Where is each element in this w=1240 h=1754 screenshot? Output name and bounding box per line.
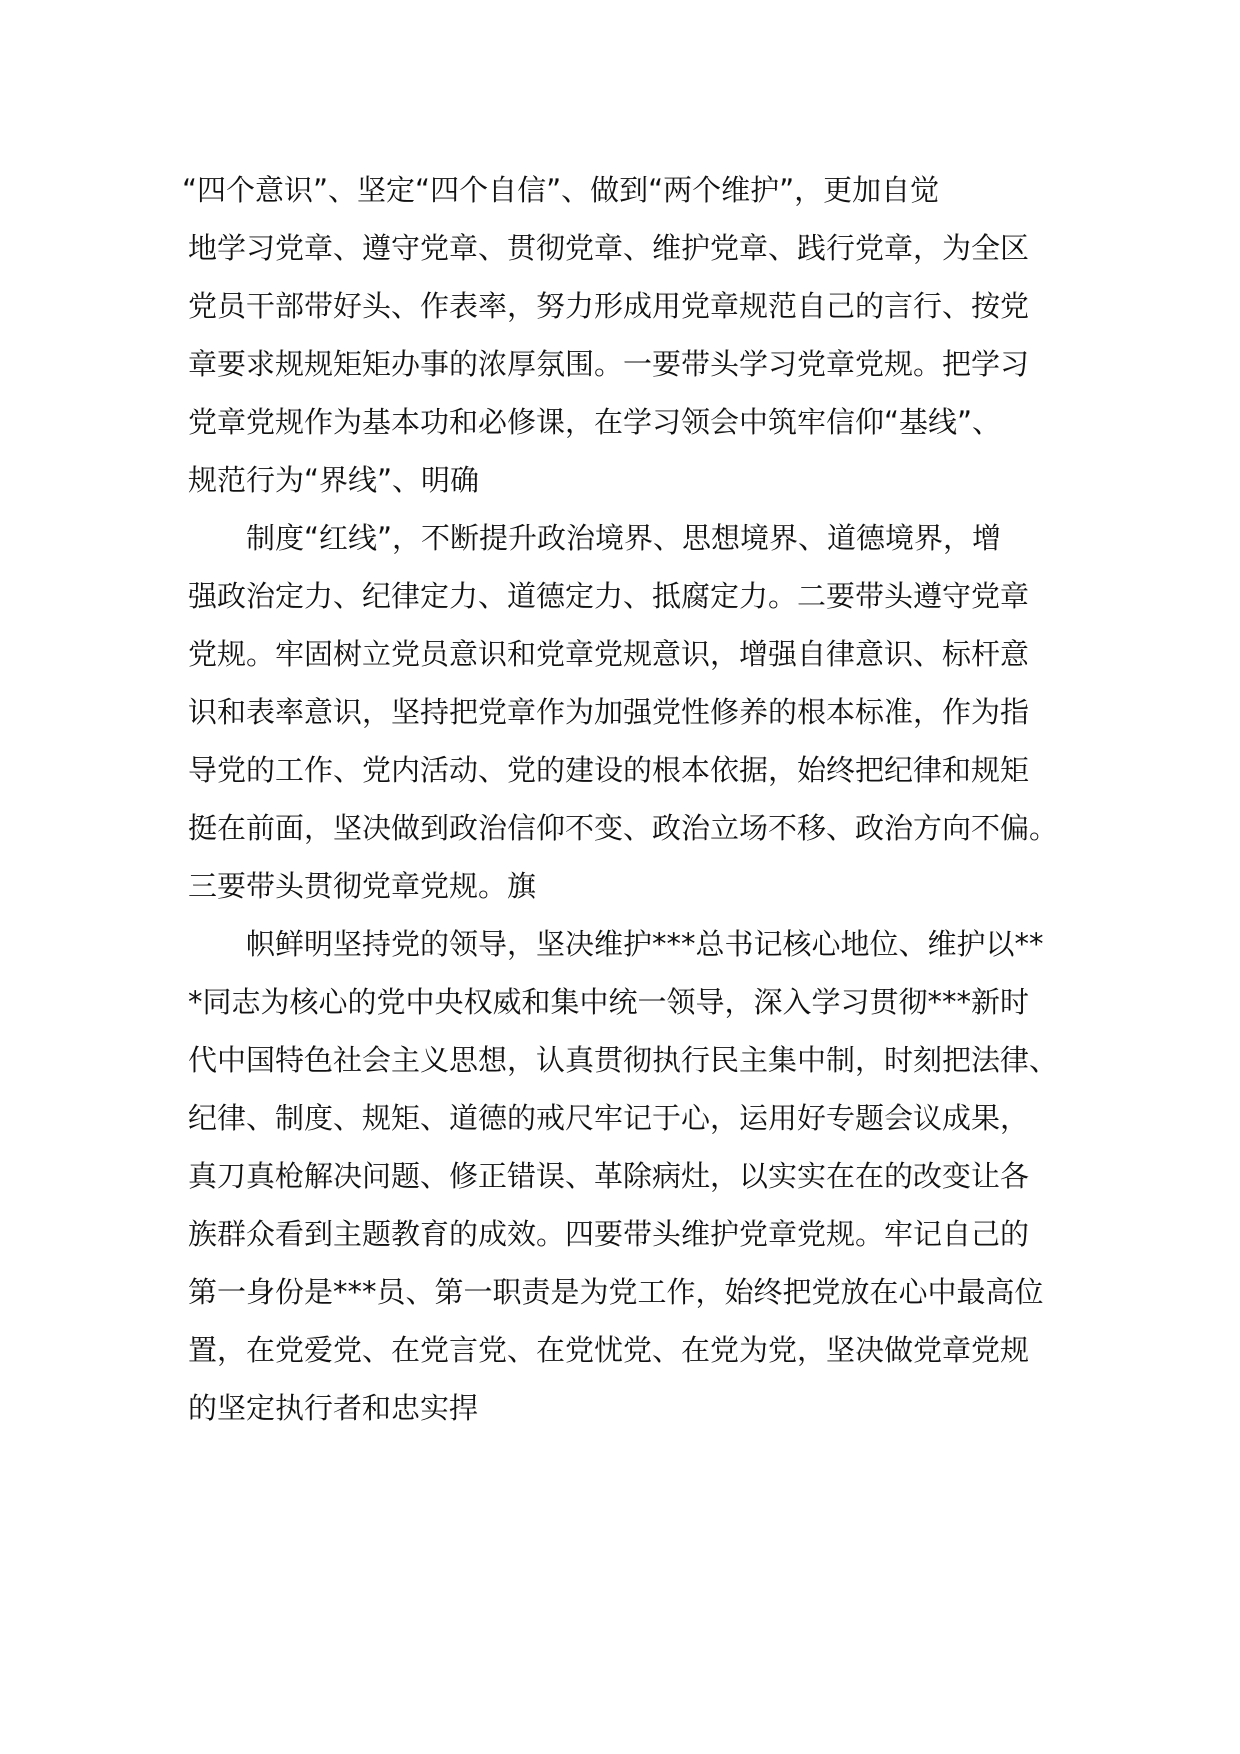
text-line: 识和表率意识，坚持把党章作为加强党性修养的根本标准，作为指: [188, 695, 1030, 729]
text-line: 帜鲜明坚持党的领导，坚决维护***总书记核心地位、维护以**: [246, 927, 1044, 961]
text-line: “四个意识”、坚定“四个自信”、做到“两个维护”，更加自觉: [182, 173, 940, 207]
text-line: 制度“红线”，不断提升政治境界、思想境界、道德境界，增: [246, 521, 1002, 555]
text-line: 纪律、制度、规矩、道德的戒尺牢记于心，运用好专题会议成果，: [188, 1101, 1030, 1135]
text-line: 真刀真枪解决问题、修正错误、革除病灶，以实实在在的改变让各: [188, 1159, 1030, 1193]
text-line: 挺在前面，坚决做到政治信仰不变、政治立场不移、政治方向不偏。: [188, 811, 1059, 845]
text-line: 代中国特色社会主义思想，认真贯彻执行民主集中制，时刻把法律、: [188, 1043, 1059, 1077]
text-line: 强政治定力、纪律定力、道德定力、抵腐定力。二要带头遵守党章: [188, 579, 1030, 613]
text-line: 党规。牢固树立党员意识和党章党规意识，增强自律意识、标杆意: [188, 637, 1030, 671]
text-line: 章要求规规矩矩办事的浓厚氛围。一要带头学习党章党规。把学习: [188, 347, 1030, 381]
text-line: 规范行为“界线”、明确: [188, 463, 480, 497]
text-line: 第一身份是***员、第一职责是为党工作，始终把党放在心中最高位: [188, 1275, 1044, 1309]
text-line: 地学习党章、遵守党章、贯彻党章、维护党章、践行党章，为全区: [188, 231, 1030, 265]
text-line: 党章党规作为基本功和必修课，在学习领会中筑牢信仰“基线”、: [188, 405, 1002, 439]
text-line: 的坚定执行者和忠实捍: [188, 1391, 479, 1425]
text-line: 族群众看到主题教育的成效。四要带头维护党章党规。牢记自己的: [188, 1217, 1030, 1251]
text-line: 置，在党爱党、在党言党、在党忧党、在党为党，坚决做党章党规: [188, 1333, 1030, 1367]
text-line: *同志为核心的党中央权威和集中统一领导，深入学习贯彻***新时: [188, 985, 1030, 1019]
text-line: 导党的工作、党内活动、党的建设的根本依据，始终把纪律和规矩: [188, 753, 1030, 787]
text-line: 三要带头贯彻党章党规。旗: [188, 869, 537, 903]
text-line: 党员干部带好头、作表率，努力形成用党章规范自己的言行、按党: [188, 289, 1030, 323]
